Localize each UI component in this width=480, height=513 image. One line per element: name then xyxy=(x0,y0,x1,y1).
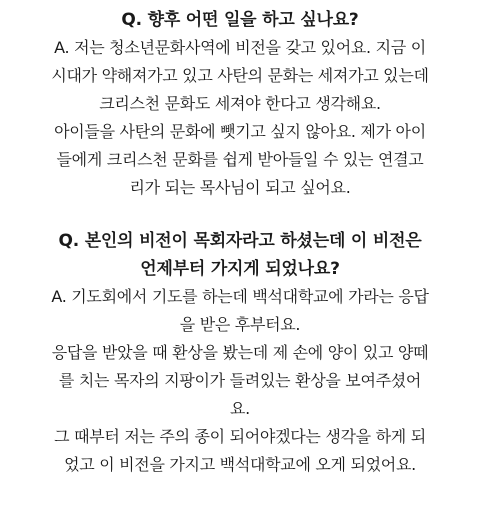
answer-line: 을 받은 후부터요. xyxy=(179,315,301,334)
answer-line: A. 저는 청소년문화사역에 비전을 갖고 있어요. 지금 이 xyxy=(54,38,426,57)
question-1 xyxy=(8,6,472,34)
qa-block-2 xyxy=(8,227,472,479)
answer-line: 그 때부터 저는 주의 종이 되어야겠다는 생각을 하게 되 xyxy=(54,427,426,446)
answer-line: 었고 이 비전을 가지고 백석대학교에 오게 되었어요. xyxy=(64,455,416,474)
answer-2 xyxy=(8,283,472,479)
question-line: 언제부터 가지게 되었나요? xyxy=(140,259,340,279)
answer-line: 들에게 크리스천 문화를 쉽게 받아들일 수 있는 연결고 xyxy=(56,150,424,169)
answer-line: 를 치는 목자의 지팡이가 들려있는 환상을 보여주셨어 xyxy=(58,371,422,390)
answer-line: 시대가 약해져가고 있고 사탄의 문화는 세져가고 있는데 xyxy=(51,66,429,85)
question-line: Q. 향후 어떤 일을 하고 싶나요? xyxy=(121,10,359,30)
answer-line: 리가 되는 목사님이 되고 싶어요. xyxy=(129,178,351,197)
answer-line: 응답을 받았을 때 환상을 봤는데 제 손에 양이 있고 양떼 xyxy=(51,343,429,362)
answer-line: 크리스천 문화도 세져야 한다고 생각해요. xyxy=(99,94,381,113)
answer-line: A. 기도회에서 기도를 하는데 백석대학교에 가라는 응답 xyxy=(51,287,429,306)
question-2 xyxy=(8,227,472,283)
answer-1 xyxy=(8,34,472,202)
answer-line: 요. xyxy=(230,399,250,418)
qa-block-1 xyxy=(8,6,472,202)
answer-line: 아이들을 사탄의 문화에 뺏기고 싶지 않아요. 제가 아이 xyxy=(54,122,426,141)
question-line: Q. 본인의 비전이 목회자라고 하셨는데 이 비전은 xyxy=(58,231,422,251)
section-gap xyxy=(8,202,472,227)
